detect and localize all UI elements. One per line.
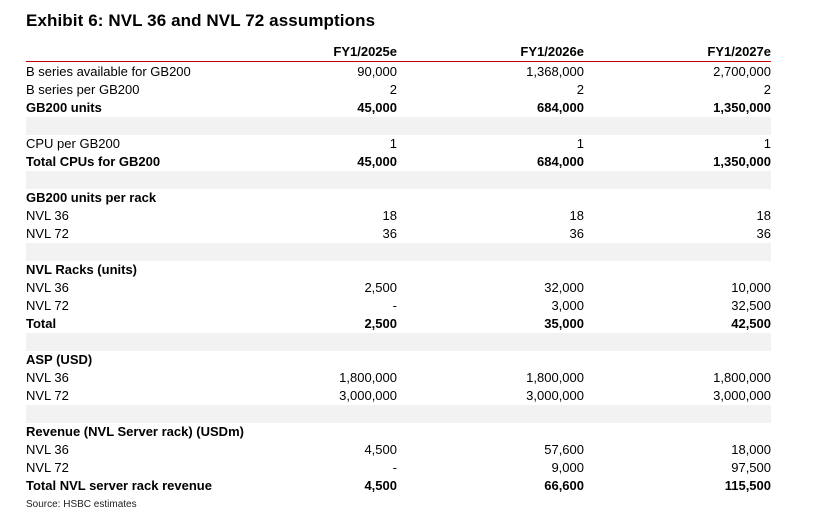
row-label: NVL 72 — [26, 460, 69, 475]
row-label: CPU per GB200 — [26, 136, 120, 151]
cell-value: 684,000 — [537, 100, 584, 115]
cell-value: - — [392, 460, 397, 475]
table-row — [26, 135, 771, 153]
cell-value: 36 — [756, 226, 771, 241]
cell-value: 4,500 — [364, 442, 397, 457]
cell-value: 2 — [763, 82, 771, 97]
cell-value: 45,000 — [357, 154, 397, 169]
cell-value: 90,000 — [357, 64, 397, 79]
assumptions-table — [26, 63, 771, 495]
table-row — [26, 387, 771, 405]
row-label: Total NVL server rack revenue — [26, 478, 212, 493]
table-row — [26, 81, 771, 99]
table-row — [26, 153, 771, 171]
table-row — [26, 477, 771, 495]
cell-value: 45,000 — [357, 100, 397, 115]
exhibit-title: Exhibit 6: NVL 36 and NVL 72 assumptions — [26, 11, 376, 30]
cell-value: 1,350,000 — [713, 100, 771, 115]
cell-value: 1,800,000 — [713, 370, 771, 385]
row-label: NVL 36 — [26, 370, 69, 385]
cell-value: 66,600 — [544, 478, 584, 493]
cell-value: 684,000 — [537, 154, 584, 169]
cell-value: 18,000 — [731, 442, 771, 457]
row-label: B series per GB200 — [26, 82, 140, 97]
row-label: NVL 72 — [26, 226, 69, 241]
cell-value: 2 — [389, 82, 397, 97]
cell-value: 18 — [756, 208, 771, 223]
cell-value: 2 — [576, 82, 584, 97]
cell-value: 115,500 — [724, 478, 771, 493]
cell-value: 36 — [569, 226, 584, 241]
cell-value: 1,368,000 — [526, 64, 584, 79]
table-row — [26, 369, 771, 387]
cell-value: 1,350,000 — [713, 154, 771, 169]
table-row — [26, 63, 771, 81]
cell-value: 1 — [576, 136, 584, 151]
cell-value: 18 — [382, 208, 397, 223]
column-header-fy2027: FY1/2027e — [707, 44, 771, 59]
row-label: NVL 72 — [26, 388, 69, 403]
table-row — [26, 261, 771, 279]
table-row — [26, 423, 771, 441]
row-label: Total — [26, 316, 57, 331]
cell-value: 3,000,000 — [339, 388, 397, 403]
cell-value: 10,000 — [731, 280, 771, 295]
cell-value: 97,500 — [731, 460, 771, 475]
spacer-row — [26, 405, 771, 423]
table-row — [26, 189, 771, 207]
cell-value: 57,600 — [544, 442, 584, 457]
table-row — [26, 297, 771, 315]
table-row — [26, 441, 771, 459]
table-row — [26, 225, 771, 243]
cell-value: 2,500 — [364, 280, 397, 295]
column-header-fy2026: FY1/2026e — [520, 44, 584, 59]
spacer-row — [26, 333, 771, 351]
row-label: B series available for GB200 — [26, 64, 191, 79]
column-header-fy2025: FY1/2025e — [333, 44, 397, 59]
table-row — [26, 279, 771, 297]
cell-value: 18 — [569, 208, 584, 223]
cell-value: 2,500 — [364, 316, 397, 331]
cell-value: - — [392, 298, 397, 313]
cell-value: 35,000 — [544, 316, 584, 331]
row-label: ASP (USD) — [26, 352, 93, 367]
cell-value: 9,000 — [551, 460, 584, 475]
cell-value: 1 — [763, 136, 771, 151]
table-row — [26, 459, 771, 477]
cell-value: 1 — [389, 136, 397, 151]
cell-value: 3,000,000 — [713, 388, 771, 403]
cell-value: 36 — [382, 226, 397, 241]
spacer-row — [26, 171, 771, 189]
row-label: Revenue (NVL Server rack) (USDm) — [26, 424, 244, 439]
cell-value: 32,500 — [731, 298, 771, 313]
cell-value: 3,000,000 — [526, 388, 584, 403]
source-note: Source: HSBC estimates — [26, 499, 137, 510]
row-label: NVL Racks (units) — [26, 262, 138, 277]
spacer-row — [26, 243, 771, 261]
spacer-row — [26, 117, 771, 135]
cell-value: 1,800,000 — [526, 370, 584, 385]
cell-value: 3,000 — [551, 298, 584, 313]
cell-value: 32,000 — [544, 280, 584, 295]
row-label: GB200 units — [26, 100, 102, 115]
cell-value: 4,500 — [364, 478, 397, 493]
row-label: NVL 36 — [26, 442, 69, 457]
cell-value: 1,800,000 — [339, 370, 397, 385]
row-label: GB200 units per rack — [26, 190, 157, 205]
cell-value: 2,700,000 — [713, 64, 771, 79]
row-label: Total CPUs for GB200 — [26, 154, 161, 169]
header-rule — [26, 61, 771, 62]
row-label: NVL 36 — [26, 280, 69, 295]
row-label: NVL 72 — [26, 298, 69, 313]
table-row — [26, 207, 771, 225]
table-row — [26, 315, 771, 333]
cell-value: 42,500 — [731, 316, 771, 331]
row-label: NVL 36 — [26, 208, 69, 223]
table-row — [26, 99, 771, 117]
table-row — [26, 351, 771, 369]
